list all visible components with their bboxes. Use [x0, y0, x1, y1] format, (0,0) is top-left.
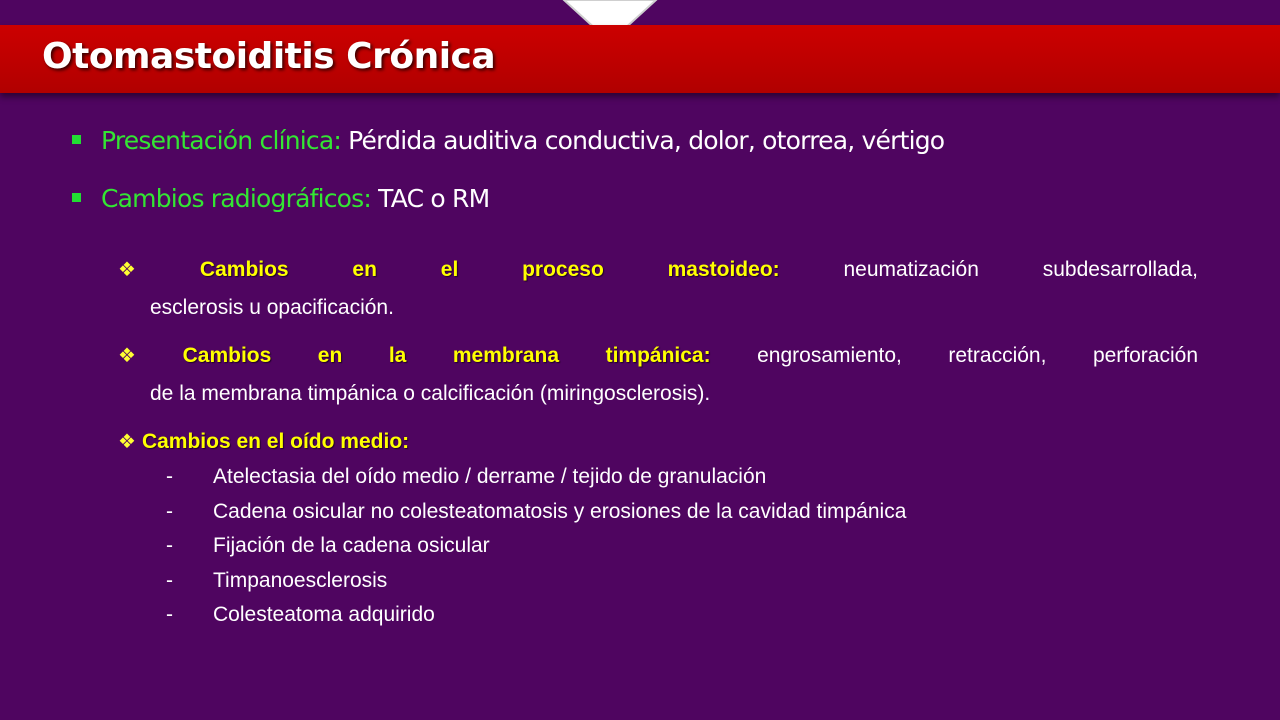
- square-bullet-icon: [72, 193, 81, 202]
- subitem-text-continued: esclerosis u opacificación.: [150, 296, 394, 319]
- slide-title: Otomastoiditis Crónica: [42, 36, 496, 77]
- diamond-bullet-icon: ❖: [118, 431, 136, 453]
- subitem-label: Cambios en el proceso mastoideo:: [199, 258, 780, 281]
- subitem-label: Cambios en la membrana timpánica:: [182, 344, 711, 367]
- subitem-tympanic-membrane-changes: [118, 337, 1198, 412]
- subitem-label: Cambios en el oído medio:: [141, 430, 410, 453]
- bullet-radiographic-changes: [72, 184, 489, 213]
- square-bullet-icon: [72, 135, 81, 144]
- bullet-text: Pérdida auditiva conductiva, dolor, otorrea, vértigo: [341, 126, 945, 155]
- subitem-text: neumatización subdesarrollada,: [779, 258, 1198, 281]
- list-item: - Atelectasia del oído medio / derrame / tejido de granulación: [166, 465, 767, 488]
- list-item: - Cadena osicular no colesteatomatosis y erosiones de la cavidad timpánica: [166, 499, 907, 523]
- subitem-middle-ear-changes: [118, 423, 1198, 461]
- bullet-label: Cambios radiográficos:: [101, 184, 372, 213]
- bullet-text: TAC o RM: [371, 184, 490, 213]
- diamond-bullet-icon: ❖: [118, 345, 177, 367]
- subitem-text: engrosamiento, retracción, perforación: [710, 344, 1198, 367]
- bullet-clinical-presentation: [72, 126, 944, 155]
- subitem-text-continued: de la membrana timpánica o calcificación (miringosclerosis).: [150, 382, 711, 405]
- list-item: - Timpanoesclerosis: [166, 568, 388, 592]
- bullet-label: Presentación clínica:: [101, 126, 342, 155]
- diamond-bullet-icon: ❖: [118, 259, 194, 281]
- list-item: - Colesteatoma adquirido: [166, 603, 435, 626]
- middle-ear-list: [166, 460, 906, 633]
- list-item: - Fijación de la cadena osicular: [166, 534, 490, 557]
- subitem-mastoid-changes: [118, 251, 1198, 326]
